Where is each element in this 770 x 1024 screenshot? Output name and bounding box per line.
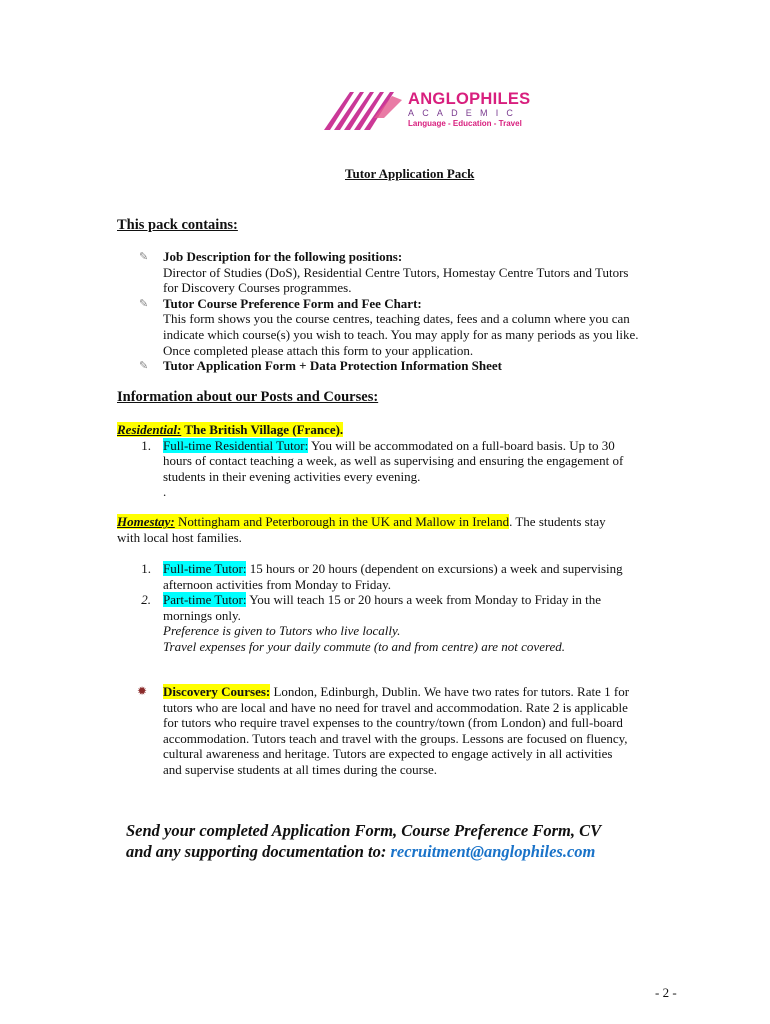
quill-bullet-icon: ✎ [139, 297, 149, 310]
logo-brand-text: ANGLOPHILES [408, 90, 531, 108]
homestay-places: Nottingham and Peterborough in the UK and Mallow in Ireland [178, 514, 510, 529]
homestay-item-text: 15 hours or 20 hours (dependent on excursions) a week and supervising [246, 561, 623, 576]
send-instructions [126, 820, 601, 862]
homestay-item-text: You will teach 15 or 20 hours a week from Monday to Friday in the [246, 592, 601, 608]
logo-sub-text: ACADEMIC [408, 108, 522, 118]
residential-place: The British Village (France). [184, 422, 344, 437]
pack-item-heading: Tutor Course Preference Form and Fee Chart: [163, 295, 422, 311]
quill-bullet-icon: ✎ [139, 251, 149, 263]
residential-item-text: You will be accommodated on a full-board basis. Up to 30 [308, 437, 615, 453]
discovery-line: for tutors who require travel expenses to the country/town (from London) and full-board [163, 715, 623, 731]
residential-item-label: Full-time Residential Tutor: [163, 437, 309, 453]
homestay-after: . The students stay [509, 514, 606, 529]
discovery-line: cultural awareness and heritage. Tutors are expected to engage actively in all activities [163, 746, 613, 762]
info-heading: Information about our Posts and Courses: [117, 389, 379, 405]
stray-dot: . [163, 484, 167, 500]
pack-item-heading: Tutor Application Form + Data Protection Information Sheet [163, 358, 503, 374]
discovery-line: accommodation. Tutors teach and travel with the groups. Lessons are focused on fluency, [163, 730, 628, 746]
discovery-item [117, 684, 717, 778]
pack-item [117, 249, 717, 296]
discovery-label: Discovery Courses: [163, 684, 271, 699]
list-number: 1. [141, 437, 151, 453]
discovery-line: and supervise students at all times during the course. [163, 761, 438, 777]
homestay-line2: with local host families. [117, 529, 242, 545]
residential-section [117, 422, 717, 500]
send-line2: and any supporting documentation to: [126, 842, 391, 861]
flower-bullet-icon: ✹ [137, 684, 148, 698]
homestay-item-line: mornings only. [163, 607, 241, 623]
homestay-label: Homestay: [117, 514, 175, 529]
pack-item-line: indicate which course(s) you wish to teach. You may apply for as many periods as you like. [163, 326, 639, 342]
homestay-note: Preference is given to Tutors who live locally. [163, 623, 401, 639]
pack-item-line: This form shows you the course centres, teaching dates, fees and a column where you can [163, 311, 630, 327]
pack-list [117, 249, 717, 374]
discovery-line: tutors who are local and have no need for travel and accommodation. Rate 2 is applicable [163, 699, 628, 715]
pack-item-line: Director of Studies (DoS), Residential Centre Tutors, Homestay Centre Tutors and Tutors [163, 264, 629, 280]
homestay-item-label: Full-time Tutor: [163, 561, 247, 576]
pack-item-line: Once completed please attach this form to your application. [163, 342, 474, 358]
homestay-section [117, 514, 717, 545]
page-number: - 2 - [655, 985, 677, 1000]
discovery-section [117, 684, 717, 778]
residential-item-line: hours of contact teaching a week, as well as supervising and ensuring the engagement of [163, 453, 624, 469]
send-line1: Send your completed Application Form, Course Preference Form, CV [126, 821, 602, 840]
pack-item [117, 296, 717, 358]
pack-item-line: for Discovery Courses programmes. [163, 280, 352, 296]
list-number: 1. [141, 561, 151, 576]
residential-item [117, 438, 717, 500]
homestay-item-label: Part-time Tutor: [163, 592, 247, 608]
homestay-note: Travel expenses for your daily commute (to and from centre) are not covered. [163, 638, 566, 654]
homestay-item [117, 592, 717, 654]
pack-item [117, 358, 717, 374]
list-number: 2. [141, 592, 151, 608]
homestay-list [117, 561, 717, 655]
anglophiles-logo [322, 88, 532, 132]
page-title: Tutor Application Pack [345, 166, 475, 181]
residential-label: Residential: [117, 422, 182, 437]
logo-tagline: Language - Education - Travel [408, 119, 522, 128]
homestay-item-line: afternoon activities from Monday to Friday. [163, 576, 392, 592]
recruitment-email-link[interactable]: recruitment@anglophiles.com [390, 842, 596, 861]
homestay-item [117, 561, 717, 592]
pack-heading: This pack contains: [117, 217, 238, 233]
quill-bullet-icon: ✎ [139, 360, 149, 373]
residential-label-wrap [117, 422, 343, 437]
pack-item-heading: Job Description for the following positions: [163, 249, 403, 264]
discovery-text: London, Edinburgh, Dublin. We have two rates for tutors. Rate 1 for [270, 684, 630, 699]
logo-swoosh-icon [322, 88, 406, 132]
residential-item-line: students in their evening activities every evening. [163, 468, 421, 484]
